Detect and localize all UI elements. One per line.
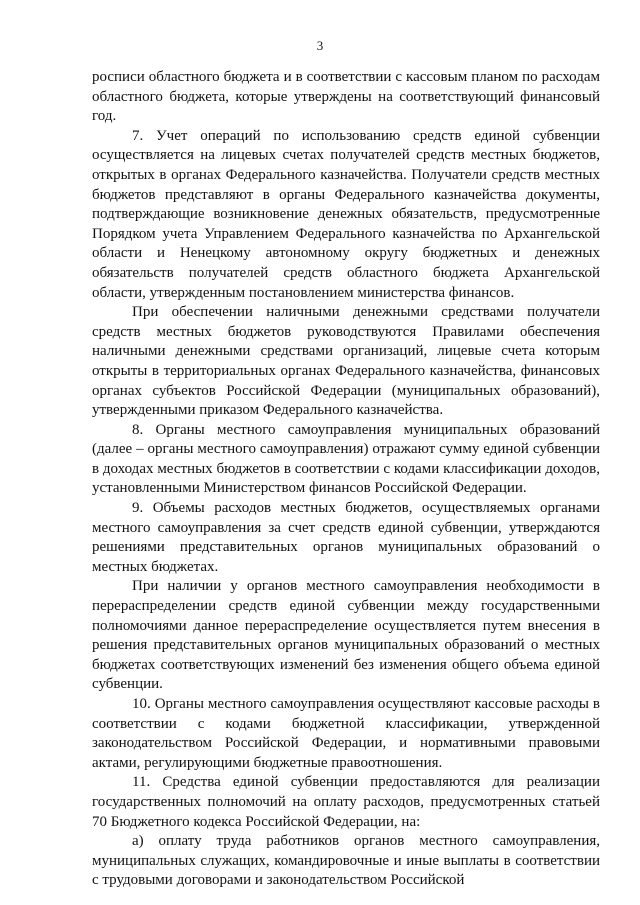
paragraph-item-7: 7. Учет операций по использованию средств единой субвенции осуществляется на лицевых счетах получателей средств местных бюджетов, открытых в органах Федерального казначейства. Получатели средств местных бюджетов представляют в органы Федерального казначейства документы, подтверждающие возникновение денежных обязательств, предусмотренные Порядком учета Управлением Федерального казначейства по Архангельской области и Ненецкому автономному округу бюджетных и денежных обязательств получателей средств областного бюджета Архангельской области, утвержденным постановлением министерства финансов. (92, 127, 600, 301)
paragraph-item-10: 10. Органы местного самоуправления осуществляют кассовые расходы в соответствии с кодами бюджетной классификации, утвержденной законодательством Российской Федерации, и нормативными правовыми актами, регулирующими бюджетные правоотношения. (92, 696, 600, 771)
page-number: 3 (316, 38, 324, 53)
paragraph-item-9: 9. Объемы расходов местных бюджетов, осуществляемых органами местного самоуправления за счет средств единой субвенции, утверждаются решениями представительных органов муниципальных образований о местных бюджетах. (92, 500, 600, 575)
paragraph-redistribution: При наличии у органов местного самоуправления необходимости в перераспределении средств единой субвенции между государственными полномочиями данное перераспределение осуществляется путем внесения в решения представительных органов муниципальных образований о местных бюджетах соответствующих изменений без изменения общего объема единой субвенции. (92, 578, 600, 693)
paragraph-item-11: 11. Средства единой субвенции предоставляются для реализации государственных полномочий на оплату расходов, предусмотренных статьей 70 Бюджетного кодекса Российской Федерации, на: (92, 774, 600, 830)
paragraph-subitem-a: а) оплату труда работников органов местного самоуправления, муниципальных служащих, командировочные и иные выплаты в соответствии с трудовыми договорами и законодательством Российской (92, 833, 600, 889)
paragraph-continuation: росписи областного бюджета и в соответствии с кассовым планом по расходам областного бюджета, которые утверждены на соответствующий финансовый год. (92, 69, 600, 125)
document-body (92, 68, 600, 891)
paragraph-cash-provision: При обеспечении наличными денежными средствами получатели средств местных бюджетов руководствуются Правилами обеспечения наличными денежными средствами организаций, лицевые счета которым открыты в территориальных органах Федерального казначейства, финансовых органах субъектов Российской Федерации (муниципальных образований), утвержденными приказом Федерального казначейства. (92, 304, 600, 419)
paragraph-item-8: 8. Органы местного самоуправления муниципальных образований (далее – органы местного самоуправления) отражают сумму единой субвенции в доходах местных бюджетов в соответствии с кодами классификации доходов, установленными Министерством финансов Российской Федерации. (92, 421, 600, 497)
